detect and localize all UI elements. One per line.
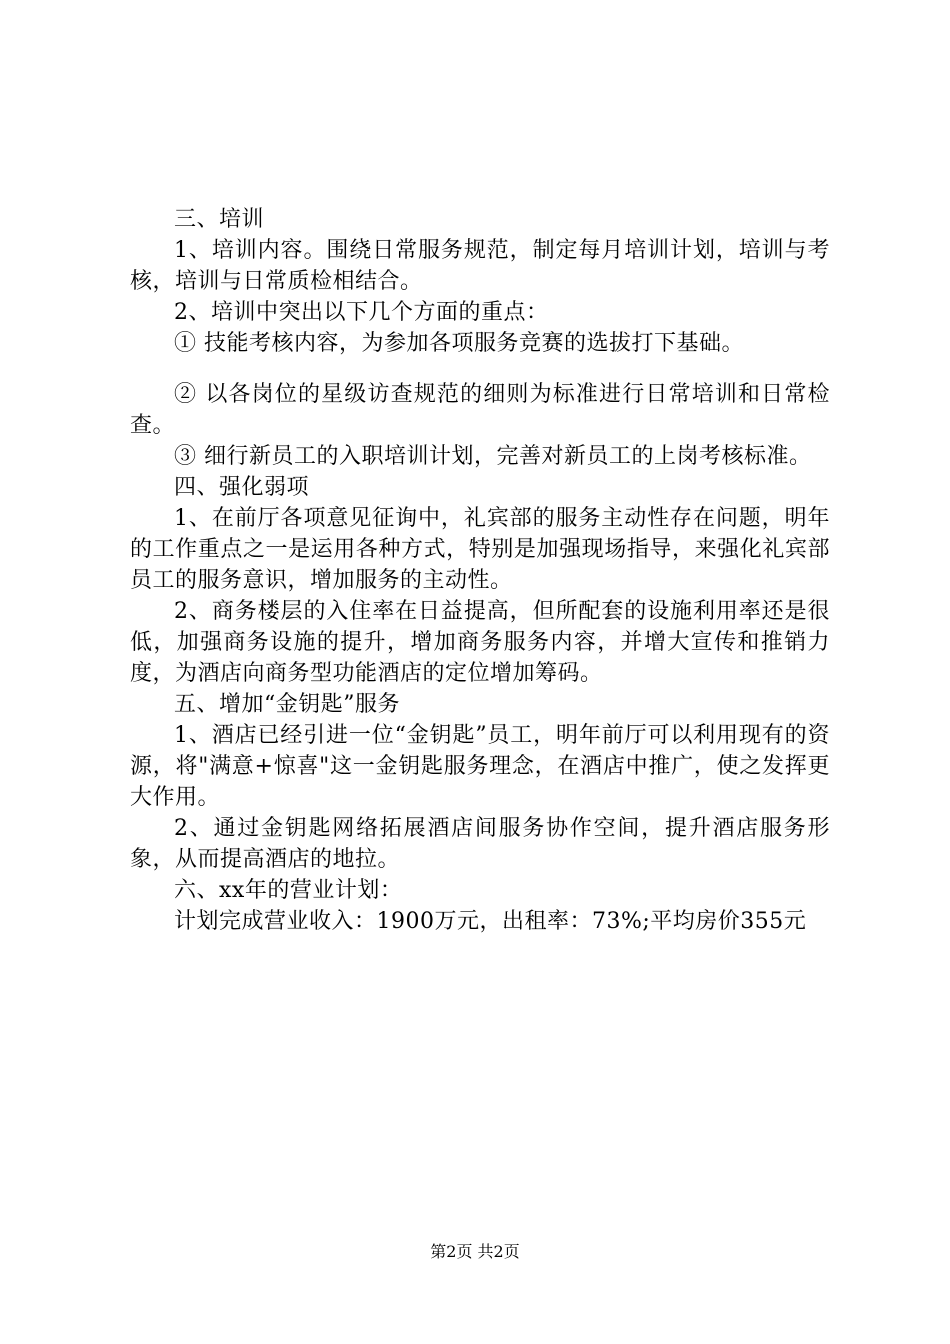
paragraph-training-content: 1、培训内容。围绕日常服务规范，制定每月培训计划，培训与考核，培训与日常质检相结合。 bbox=[130, 238, 830, 294]
heading-training: 三、培训 bbox=[174, 207, 265, 232]
heading-strengthen-weakness: 四、强化弱项 bbox=[174, 475, 310, 500]
paragraph-business-floor: 2、商务楼层的入住率在日益提高，但所配套的设施利用率还是很低，加强商务设施的提升，增加商务服务内容，并增大宣传和推销力度，为酒店向商务型功能酒店的定位增加筹码。 bbox=[130, 599, 830, 686]
paragraph-revenue-plan: 计划完成营业收入：1900万元，出租率：73%;平均房价355元 bbox=[174, 909, 807, 934]
paragraph-golden-key-staff: 1、酒店已经引进一位“金钥匙”员工，明年前厅可以利用现有的资源，将"满意+惊喜"这一金钥匙服务理念，在酒店中推广，使之发挥更大作用。 bbox=[130, 723, 830, 810]
list-item-new-staff: ③ 细行新员工的入职培训计划，完善对新员工的上岗考核标准。 bbox=[174, 444, 812, 469]
list-item-star-inspection: ② 以各岗位的星级访查规范的细则为标准进行日常培训和日常检查。 bbox=[130, 382, 830, 438]
paragraph-concierge: 1、在前厅各项意见征询中，礼宾部的服务主动性存在问题，明年的工作重点之一是运用各种方式，特别是加强现场指导，来强化礼宾部员工的服务意识，增加服务的主动性。 bbox=[130, 506, 830, 593]
page-footer: 第2页 共2页 bbox=[430, 1242, 520, 1261]
document-body bbox=[130, 204, 830, 937]
paragraph-golden-key-network: 2、通过金钥匙网络拓展酒店间服务协作空间，提升酒店服务形象，从而提高酒店的地拉。 bbox=[130, 816, 830, 872]
paragraph-training-focus: 2、培训中突出以下几个方面的重点： bbox=[174, 300, 549, 325]
list-item-skill-assessment: ① 技能考核内容，为参加各项服务竞赛的选拔打下基础。 bbox=[174, 331, 744, 356]
heading-business-plan: 六、xx年的营业计划： bbox=[174, 878, 403, 903]
heading-golden-key: 五、增加“金钥匙”服务 bbox=[174, 692, 400, 717]
